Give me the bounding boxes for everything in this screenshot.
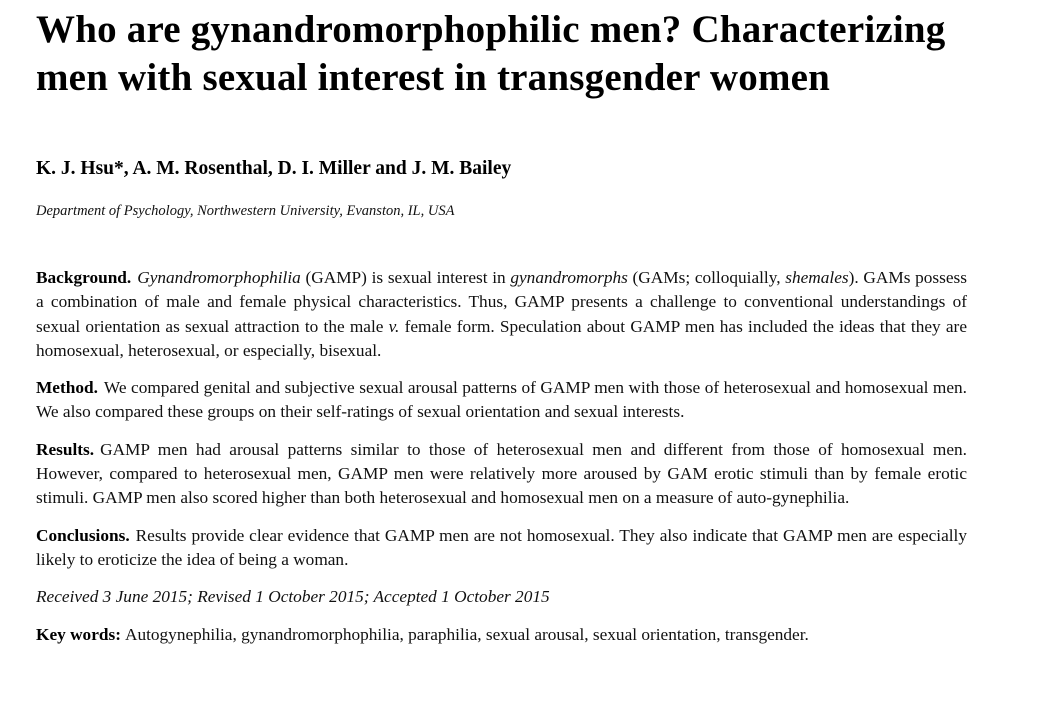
author-affiliation: Department of Psychology, Northwestern University, Evanston, IL, USA (36, 203, 455, 219)
abstract-conclusions (36, 524, 967, 573)
background-text-4: female form. Speculation about GAMP men has included the ideas that they are homosexual, heterosexual, or especially, bisexual. (36, 316, 967, 360)
results-label: Results. (36, 439, 95, 459)
background-text-3: ). GAMs possess a combination of male and female physical characteristics. Thus, GAMP presents a challenge to conventional understandings of sexual orientation as sexual attraction to the male (36, 268, 967, 336)
term-gynandromorphophilia: Gynandromorphophilia (137, 268, 301, 287)
background-label: Background. (36, 268, 132, 287)
article-title: Who are gynandromorphophilic men? Characterizing men with sexual interest in transgender women (36, 8, 946, 99)
author-list: K. J. Hsu*, A. M. Rosenthal, D. I. Miller and J. M. Bailey (36, 158, 512, 179)
term-versus: v. (388, 316, 400, 336)
background-text-2: (GAMs; colloquially, (627, 268, 786, 287)
background-text-1: (GAMP) is sexual interest in (300, 268, 511, 287)
term-shemales: shemales (785, 268, 849, 287)
abstract (36, 266, 967, 647)
keywords-label: Key words: (36, 624, 121, 644)
keywords (36, 623, 967, 647)
submission-dates: Received 3 June 2015; Revised 1 October 2015; Accepted 1 October 2015 (36, 587, 550, 607)
term-gynandromorphs: gynandromorphs (510, 268, 628, 287)
abstract-results (36, 438, 967, 511)
keywords-text: Autogynephilia, gynandromorphophilia, paraphilia, sexual arousal, sexual orientation, transgender. (124, 624, 809, 644)
conclusions-label: Conclusions. (36, 525, 130, 545)
results-text: GAMP men had arousal patterns similar to those of heterosexual men and different from those of homosexual men. However, compared to heterosexual men, GAMP men were relatively more aroused by GAM erotic stimuli than by female erotic stimuli. GAMP men also scored higher than both heterosexual and homosexual men on a measure of auto-gynephilia. (36, 439, 967, 508)
abstract-background (36, 266, 967, 363)
abstract-method (36, 376, 967, 425)
method-text: We compared genital and subjective sexual arousal patterns of GAMP men with those of heterosexual and homosexual men. We also compared these groups on their self-ratings of sexual orientation and sexual interests. (36, 378, 967, 422)
conclusions-text: Results provide clear evidence that GAMP men are not homosexual. They also indicate that GAMP men are especially likely to eroticize the idea of being a woman. (36, 525, 967, 569)
method-label: Method. (36, 378, 98, 398)
